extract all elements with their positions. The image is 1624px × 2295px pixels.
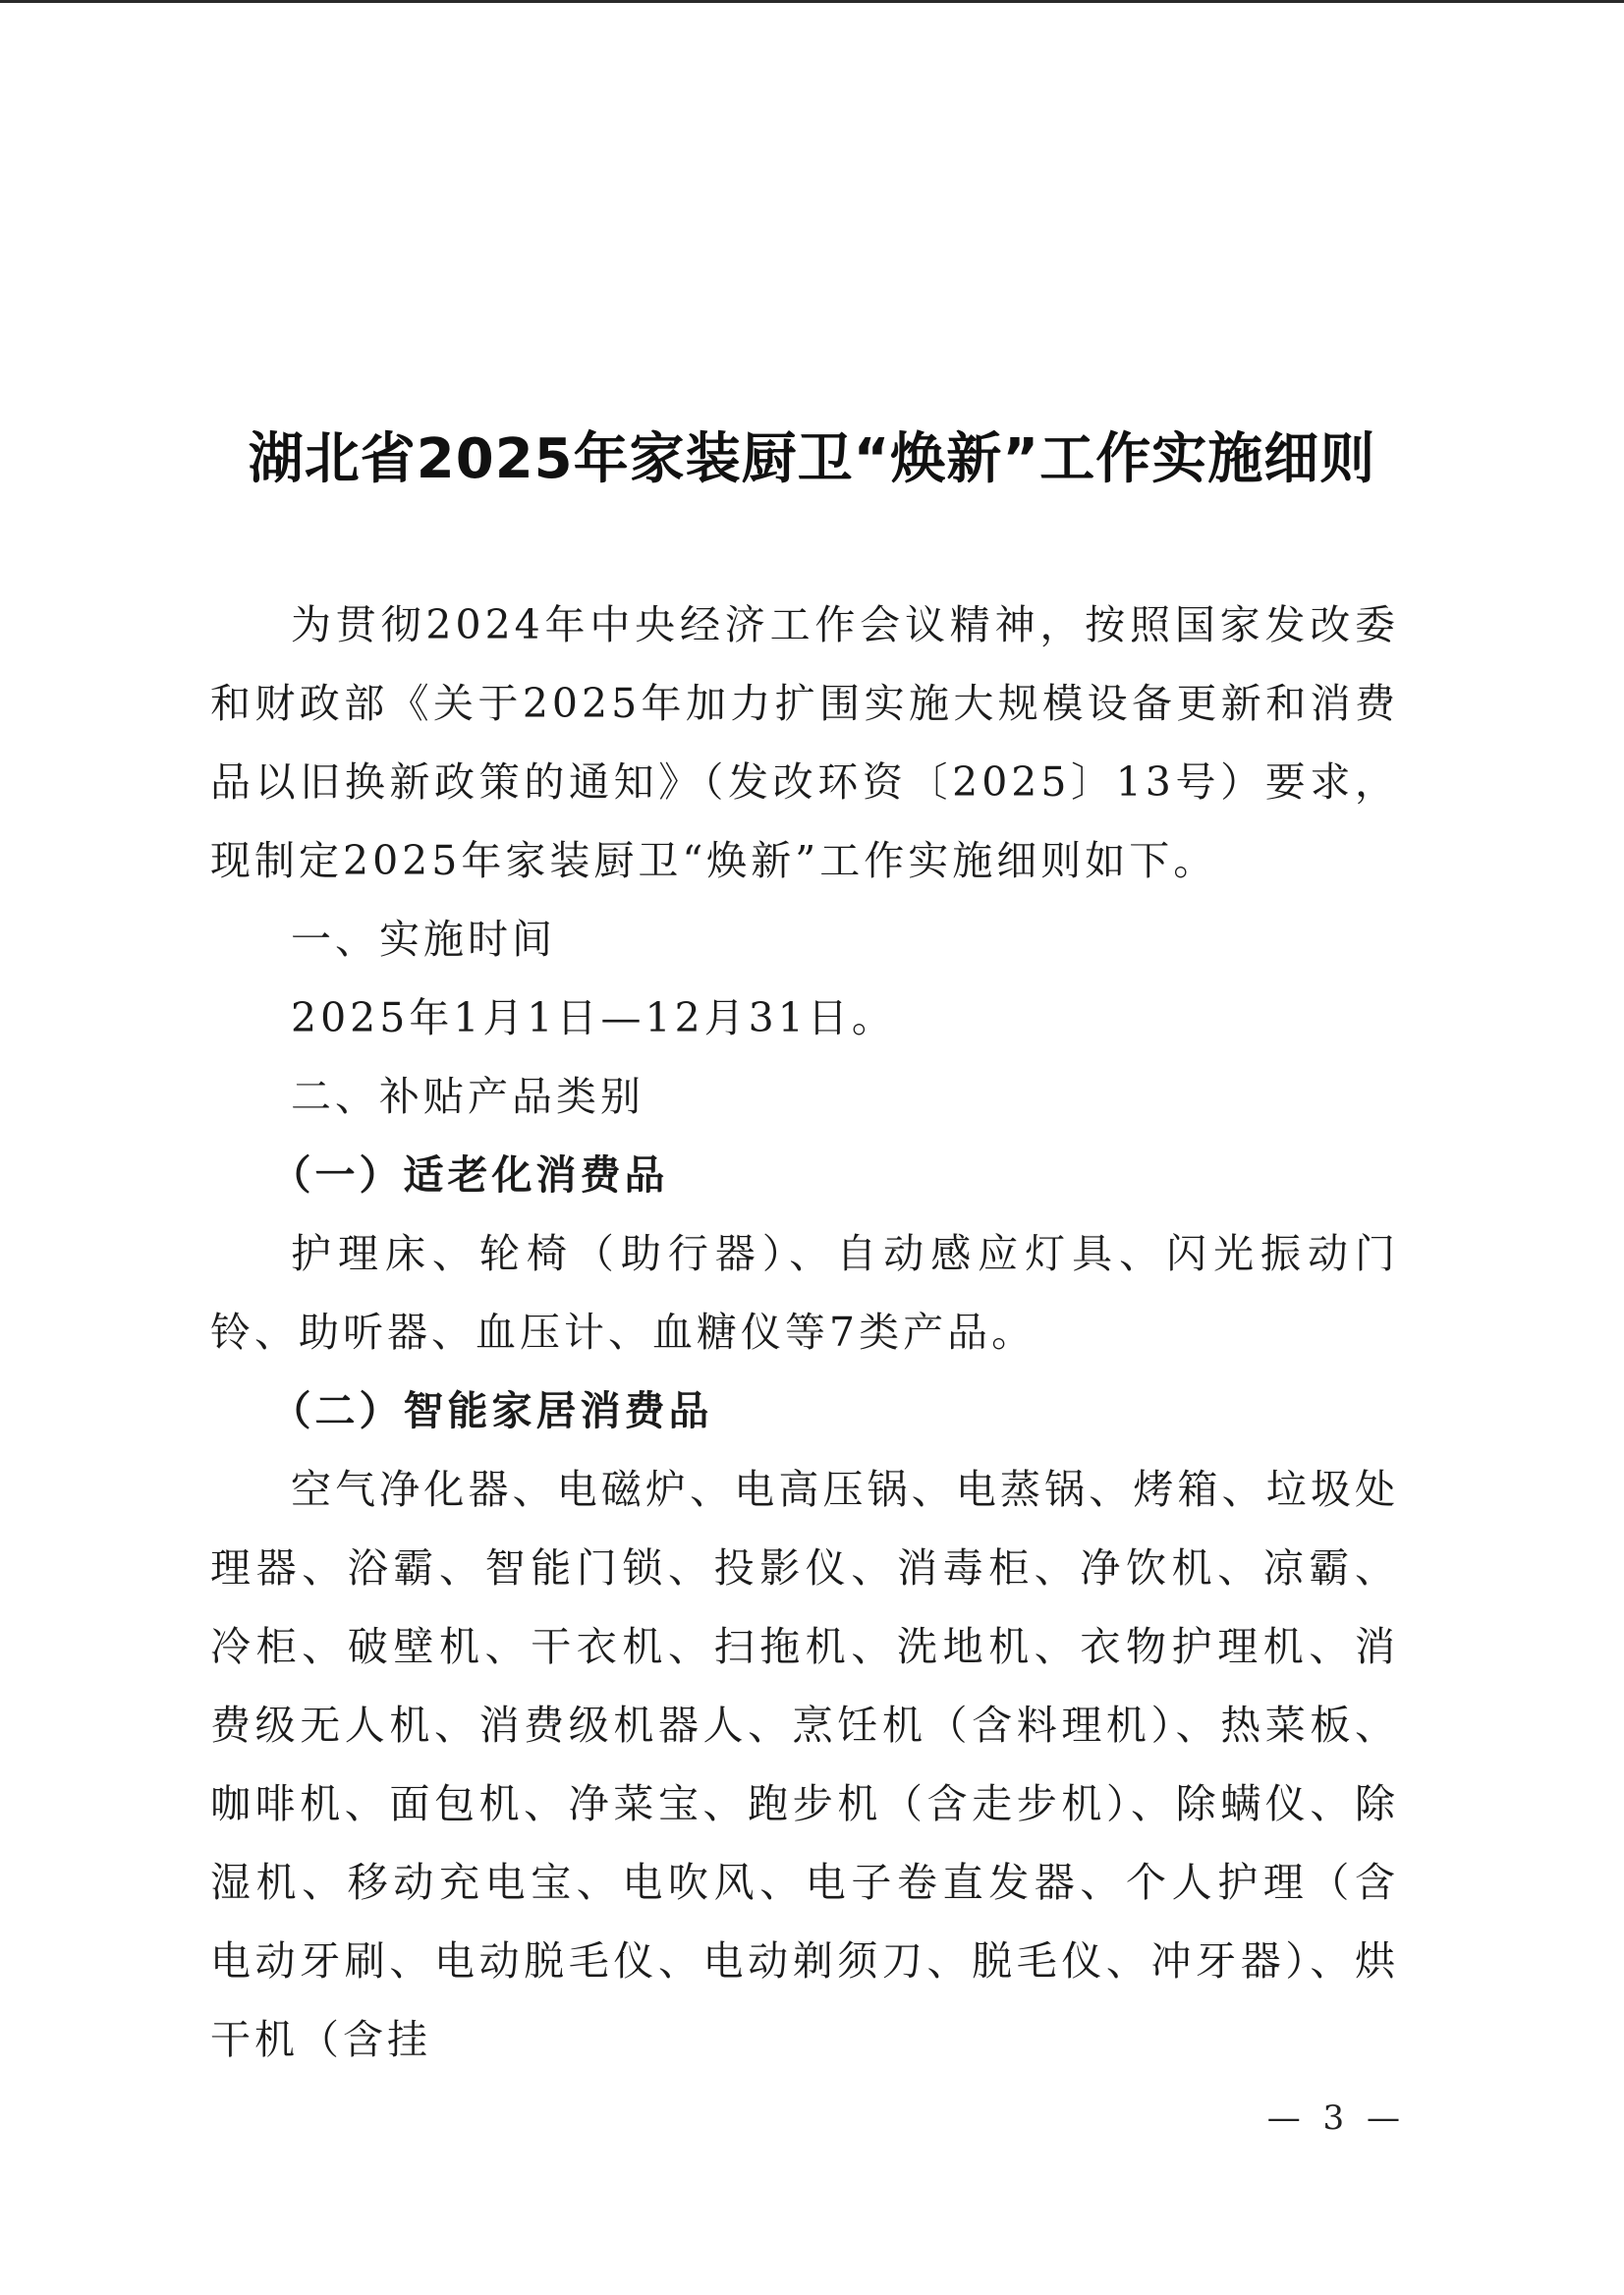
subsection1-text: 护理床、轮椅（助行器）、自动感应灯具、闪光振动门铃、助听器、血压计、血糖仪等7类产品。 <box>210 1230 1399 1356</box>
section2-heading: 二、补贴产品类别 <box>291 1073 644 1120</box>
page-number: — 3 — <box>1266 2099 1406 2138</box>
subsection1-heading: （一）适老化消费品 <box>270 1151 669 1199</box>
section1-text: 2025年1月1日—12月31日。 <box>291 994 896 1041</box>
subsection2-heading: （二）智能家居消费品 <box>270 1387 713 1434</box>
document-title: 湖北省2025年家装厨卫“焕新”工作实施细则 <box>248 427 1376 491</box>
subsection2-text: 空气净化器、电磁炉、电高压锅、电蒸锅、烤箱、垃圾处理器、浴霸、智能门锁、投影仪、消毒柜、净饮机、凉霸、冷柜、破壁机、干衣机、扫拖机、洗地机、衣物护理机、消费级无人机、消费级机器人、烹饪机（含料理机）、热菜板、咖啡机、面包机、净菜宝、跑步机（含走步机）、除螨仪、除湿机、移动充电宝、电吹风、电子卷直发器、个人护理（含电动牙刷、电动脱毛仪、电动剃须刀、脱毛仪、冲牙器）、烘干机（含挂 <box>210 1466 1399 2063</box>
document-body <box>210 586 1399 2079</box>
intro-paragraph: 为贯彻2024年中央经济工作会议精神，按照国家发改委和财政部《关于2025年加力扩围实施大规模设备更新和消费品以旧换新政策的通知》（发改环资〔2025〕13号）要求，现制定2025年家装厨卫“焕新”工作实施细则如下。 <box>210 601 1399 884</box>
section1-heading: 一、实施时间 <box>291 916 556 963</box>
